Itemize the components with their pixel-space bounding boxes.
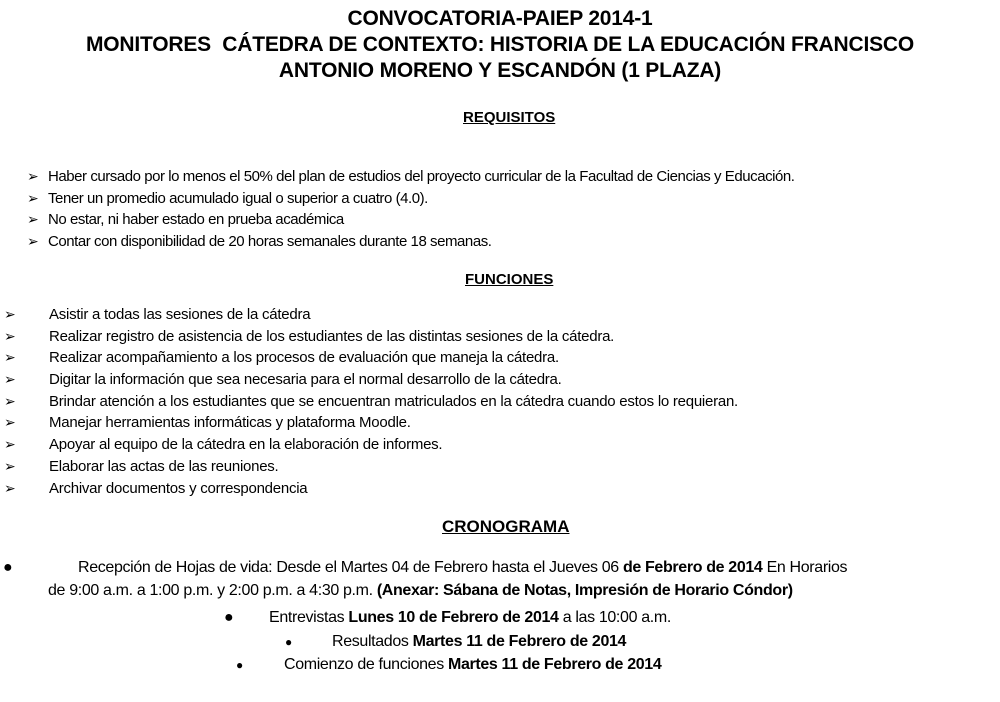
arrow-bullet-icon: ➢ <box>4 436 16 453</box>
entrevistas-line: Entrevistas Lunes 10 de Febrero de 2014 a las 10:00 a.m. <box>269 609 671 626</box>
arrow-bullet-icon: ➢ <box>4 392 16 409</box>
funciones-heading: FUNCIONES <box>465 271 554 288</box>
cronograma-heading: CRONOGRAMA <box>442 517 570 536</box>
comienzo-line: Comienzo de funciones Martes 11 de Febrero de 2014 <box>284 656 662 673</box>
arrow-bullet-icon: ➢ <box>27 168 39 184</box>
arrow-bullet-icon: ➢ <box>4 306 16 322</box>
arrow-bullet-icon: ➢ <box>4 349 16 366</box>
arrow-bullet-icon: ➢ <box>4 414 16 431</box>
recepcion-line-1: Recepción de Hojas de vida: Desde el Martes 04 de Febrero hasta el Jueves 06 de Febrero de 2014 En Horarios <box>78 559 848 576</box>
resultados-line: Resultados Martes 11 de Febrero de 2014 <box>332 633 627 650</box>
dot-bullet-icon: ● <box>224 609 234 626</box>
title-line-1: CONVOCATORIA-PAIEP 2014-1 <box>347 7 653 30</box>
small-dot-bullet-icon: ● <box>236 658 243 672</box>
arrow-bullet-icon: ➢ <box>27 189 39 206</box>
title-line-3: ANTONIO MORENO Y ESCANDÓN (1 PLAZA) <box>278 59 722 82</box>
arrow-bullet-icon: ➢ <box>4 327 16 344</box>
arrow-bullet-icon: ➢ <box>4 371 16 388</box>
requisitos-heading: REQUISITOS <box>463 109 556 126</box>
arrow-bullet-icon: ➢ <box>4 479 16 496</box>
small-dot-bullet-icon: ● <box>285 635 292 649</box>
arrow-bullet-icon: ➢ <box>27 233 39 250</box>
dot-bullet-icon: ● <box>3 559 13 576</box>
arrow-bullet-icon: ➢ <box>4 457 16 474</box>
document-title <box>0 6 1000 84</box>
document-page: CONVOCATORIA-PAIEP 2014-1 MONITORES CÁTEDRA DE CONTEXTO: HISTORIA DE LA EDUCACIÓN FRANCISCO ANTONIO MORENO Y ESCANDÓN (1 PLAZA) REQUISITOS ➢ Haber cursado por lo menos el 50% del plan de estudios del proyecto curricular de la Facultad de Ciencias y Educación. ➢ Tener un promedio acumulado igual o superior a cuatro (4.0). ➢ No estar, ni haber estado en prueba académica ➢ Contar con disponibilidad de 20 horas semanales durante 18 semanas. FUNCIONES ➢ Asistir a todas las sesiones de la cátedra ➢ Realizar registro de asistencia de los estudiantes de las distintas sesiones de la cátedra. ➢ Realizar acompañamiento a los procesos de evaluación que maneja la cátedra. ➢ Digitar la información que sea necesaria para el normal desarrollo de la cátedra. ➢ Brindar atención a los estudiantes que se encuentran matriculados en la cátedra cuando estos lo requieran. ➢ Manejar herramientas informáticas y plataforma Moodle. ➢ Apoyar al equipo de la cátedra en la elaboración de informes. ➢ Elaborar las actas de las reuniones. ➢ Archivar documentos y correspondencia CRONOGRAMA ● Recepción de Hojas de vida: Desde el Martes 04 de Febrero hasta el Jueves 06 de Febrero de 2014 En Horarios de 9:00 a.m. a 1:00 p.m. y 2:00 p.m. a 4:30 p.m. (Anexar: Sábana de Notas, Impresión de Horario Cóndor) ● Entrevistas Lunes 10 de Febrero de 2014 a las 10:00 a.m. ● Resultados Martes 11 de Febrero de 2014 ● Comienzo de funciones Martes 11 de Febrero de 2014 <box>0 0 1000 702</box>
arrow-bullet-icon: ➢ <box>27 211 39 228</box>
title-line-2: MONITORES CÁTEDRA DE CONTEXTO: HISTORIA DE LA EDUCACIÓN FRANCISCO <box>86 33 914 56</box>
recepcion-line-2: de 9:00 a.m. a 1:00 p.m. y 2:00 p.m. a 4:30 p.m. (Anexar: Sábana de Notas, Impresión de Horario Cóndor) <box>48 582 793 599</box>
